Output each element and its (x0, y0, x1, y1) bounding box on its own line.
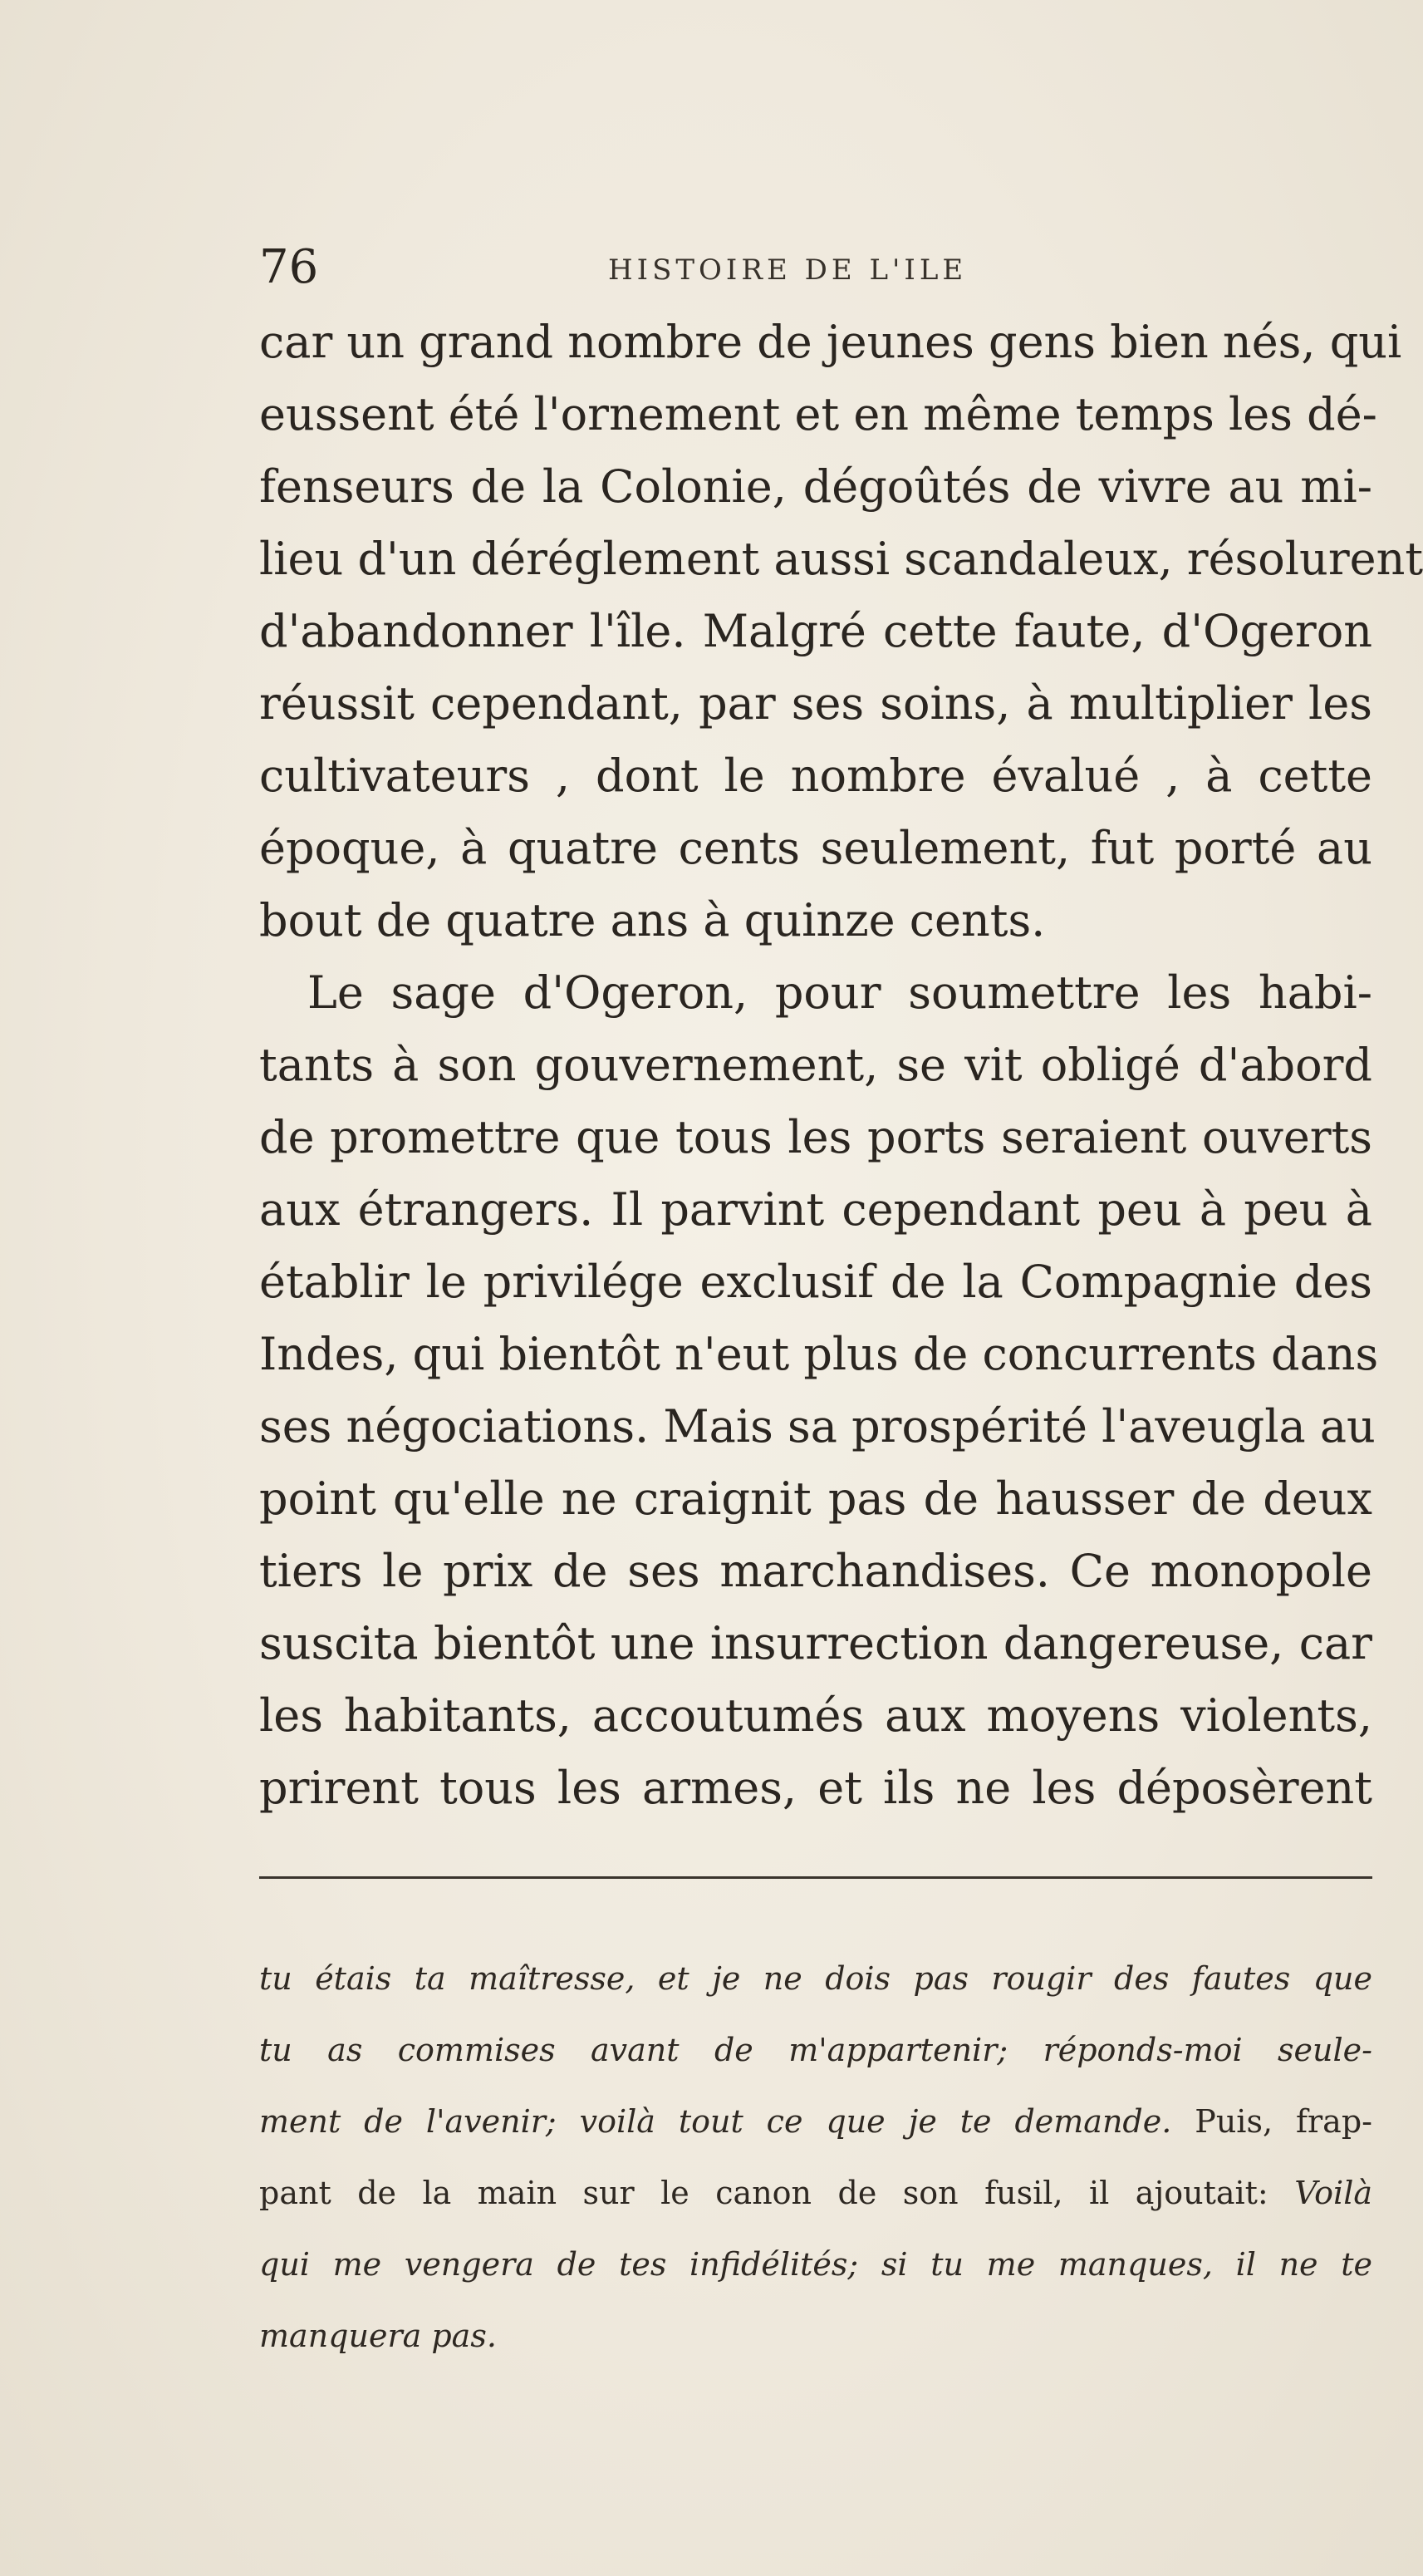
text-line: point qu'elle ne craignit pas de hausser de deux (259, 1472, 1372, 1525)
footnote-roman-text: Puis, frap- (1171, 2103, 1372, 2140)
text-line: car un grand nombre de jeunes gens bien nés, qui (259, 316, 1402, 368)
page-number: 76 (259, 240, 319, 294)
footnote (259, 1943, 1372, 2372)
footnote-italic-text: ment de l'avenir; voilà tout ce que je te demande. (259, 2103, 1172, 2140)
footnote-line: manquera pas. (259, 2318, 497, 2354)
text-line: d'abandonner l'île. Malgré cette faute, d'Ogeron (259, 605, 1372, 657)
text-line: prirent tous les armes, et ils ne les déposèrent (259, 1762, 1372, 1814)
page-header (259, 234, 1372, 301)
text-line: Indes, qui bientôt n'eut plus de concurrents dans (259, 1328, 1379, 1380)
text-line: tiers le prix de ses marchandises. Ce monopole (259, 1545, 1372, 1597)
text-line: tants à son gouvernement, se vit obligé d'abord (259, 1039, 1372, 1091)
text-line: réussit cependant, par ses soins, à multiplier les (259, 677, 1372, 730)
text-line: les habitants, accoutumés aux moyens violents, (259, 1689, 1372, 1742)
text-line: établir le privilége exclusif de la Compagnie des (259, 1256, 1372, 1308)
footnote-line: tu as commises avant de m'appartenir; réponds-moi seule- (259, 2032, 1372, 2068)
main-text (259, 306, 1423, 1824)
footnote-line (259, 2086, 1372, 2157)
text-line: fenseurs de la Colonie, dégoûtés de vivre au mi- (259, 460, 1372, 513)
text-line: cultivateurs , dont le nombre évalué , à cette (259, 750, 1372, 802)
footnote-line: qui me vengera de tes infidélités; si tu me manques, il ne te (259, 2246, 1372, 2283)
footnote-line (259, 2157, 1372, 2229)
footnote-italic-text: Voilà (1294, 2175, 1372, 2211)
running-head: HISTOIRE DE L'ILE (608, 253, 968, 287)
text-line: époque, à quatre cents seulement, fut porté au (259, 822, 1372, 874)
text-line: Le sage d'Ogeron, pour soumettre les habi- (307, 966, 1372, 1019)
text-line: ses négociations. Mais sa prospérité l'aveugla au (259, 1400, 1376, 1453)
footnote-rule (259, 1876, 1372, 1879)
text-line: eussent été l'ornement et en même temps les dé- (259, 388, 1377, 440)
text-line: de promettre que tous les ports seraient ouverts (259, 1111, 1372, 1163)
text-line: lieu d'un déréglement aussi scandaleux, résolurent (259, 533, 1423, 585)
footnote-roman-text: pant de la main sur le canon de son fusil, il ajoutait: (259, 2175, 1295, 2211)
text-line: bout de quatre ans à quinze cents. (259, 894, 1046, 946)
text-line: aux étrangers. Il parvint cependant peu à peu à (259, 1183, 1372, 1236)
text-line: suscita bientôt une insurrection dangereuse, car (259, 1617, 1372, 1669)
footnote-line: tu étais ta maîtresse, et je ne dois pas rougir des fautes que (259, 1960, 1372, 1997)
